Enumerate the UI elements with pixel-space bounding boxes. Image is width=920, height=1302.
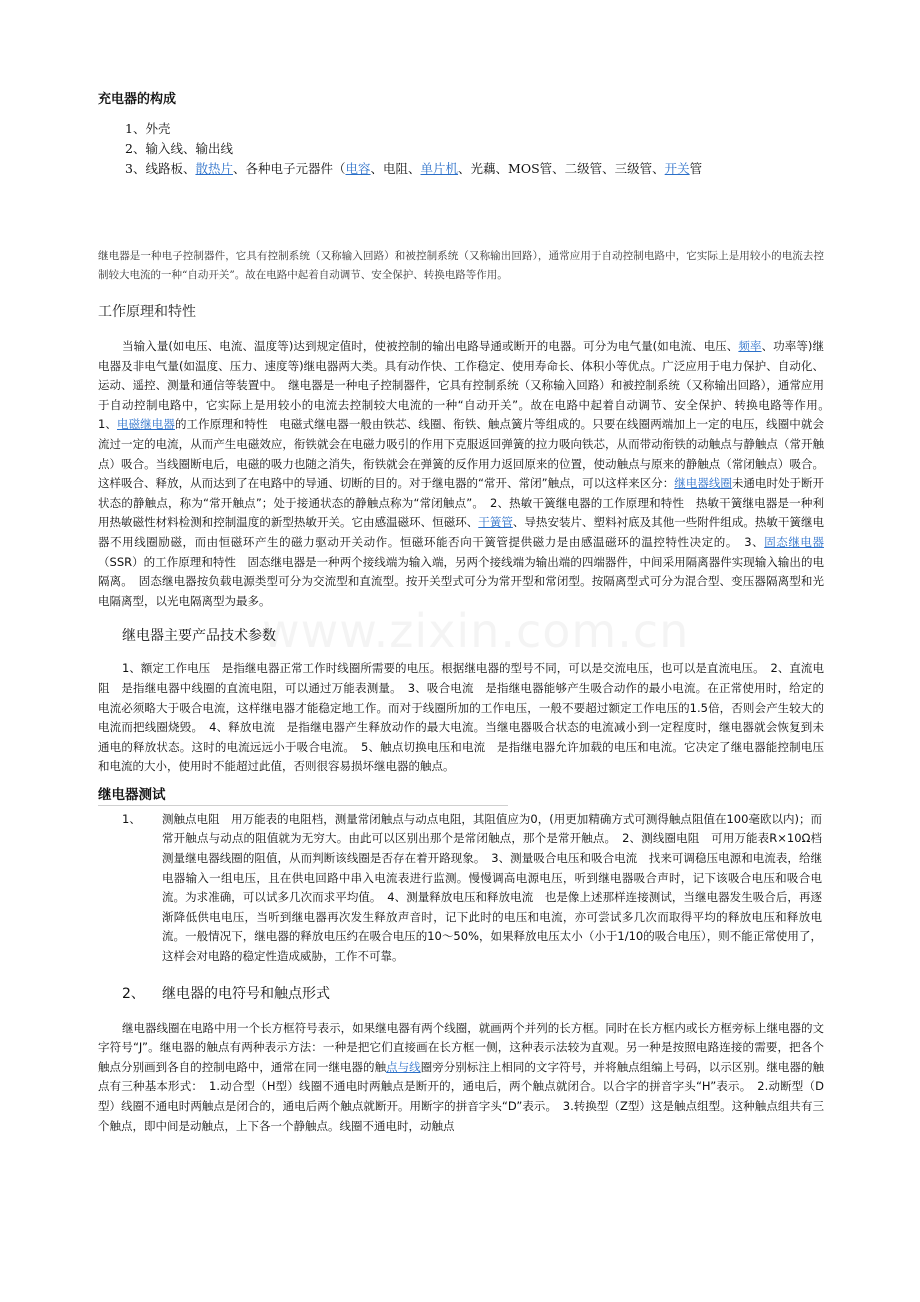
link-switch[interactable]: 开关 [664, 161, 690, 176]
list-item: 1、外壳 [125, 121, 171, 136]
link-point-and-line[interactable]: 点与线 [386, 1059, 421, 1074]
text-span: 管 [689, 161, 703, 176]
document-page [98, 88, 836, 1136]
text-span: 当输入量(如电压、电流、温度等)达到规定值时，使被控制的输出电路导通或断开的电器。可分为电气量(如电流、电压、 [122, 339, 739, 353]
text-span: 、电阻、 [370, 161, 421, 176]
text-span: 圈旁分别标注上相同的文字符号，并将触点组编上号码，以示区别。继电器的触点有三种基本形式： 1.动合型（H型）线圈不通电时两触点是断开的，通电后，两个触点就闭合。以合字的拼音字头“H”表示。 2.动断型（D型）线圈不通电时两触点是闭合的，通电后两个触点就断开。用断字的拼音字头“D”表示。 3.转换型（Z型）这是触点组型。这种触点组共有三个触点，即中间是动触点，上下各一个静触点。线圈不通电时，动触点 [98, 1059, 825, 1133]
section-heading-symbol [98, 983, 824, 1003]
section-heading-test: 继电器测试 [98, 786, 166, 803]
test-item-text: 测触点电阻 用万能表的电阻档，测量常闭触点与动点电阻，其阻值应为0，(用更加精确方式可测得触点阻值在100毫欧以内)；而常开触点与动点的阻值就为无穷大。由此可以区别出那个是常闭触点，那个是常开触点。 2、测线圈电阻 可用万能表R×10Ω档测量继电器线圈的阻值，从而判断该线圈是否存在着开路现象。 3、测量吸合电压和吸合电流 找来可调稳压电源和电流表，给继电器输入一组电压，且在供电回路中串入电流表进行监测。慢慢调高电源电压，听到继电器吸合声时，记下该吸合电压和吸合电流。为求准确，可以试多几次而求平均值。 4、测量释放电压和释放电流 也是像上述那样连接测试，当继电器发生吸合后，再逐渐降低供电电压，当听到继电器再次发生释放声音时，记下此时的电压和电流，亦可尝试多几次而取得平均的释放电压和释放电流。一般情况下，继电器的释放电压约在吸合电压的10～50%，如果释放电压太小（小于1/10的吸合电压），则不能正常使用了，这样会对电路的稳定性造成威胁，工作不可靠。 [162, 811, 822, 964]
section-title: 继电器的电符号和触点形式 [162, 985, 330, 1002]
text-span: 继电器线圈在电路中用一个长方框符号表示，如果继电器有两个线圈，就画两个并列的长方框。同时在长方框内或长方框旁标上继电器的文字符号“J”。继电器的触点有两种表示方法：一种是把它们直接画在长方框一侧，这种表示法较为直观。另一种是按照电路连接的需要，把各个触点分别画到各自的控制电路中，通常在同一继电器的触 [98, 1020, 824, 1074]
link-em-relay[interactable]: 电磁继电器 [117, 417, 175, 432]
link-ssr[interactable]: 固态继电器 [764, 534, 824, 549]
page-title: 充电器的构成 [98, 92, 177, 107]
link-relay-coil[interactable]: 继电器线圈 [674, 476, 732, 491]
text-span: 未通电时处于断开状态的静触点，称为“常开触点”；处于接通状态的静触点称为“常闭触点”。 2、热敏干簧继电器的工作原理和特性 热敏干簧继电器是一种利用热敏磁性材料检测和控制温度的新型热敏开关。它由感温磁环、恒磁环、 [98, 476, 825, 530]
text-span: 、各种电子元器件（ [232, 161, 346, 176]
link-capacitor[interactable]: 电容 [345, 161, 371, 176]
watermark: www.zixin.com.cn [262, 604, 690, 658]
link-heatsink[interactable]: 散热片 [195, 161, 233, 176]
link-reed-switch[interactable]: 干簧管 [478, 515, 513, 530]
text-span: 的工作原理和特性 电磁式继电器一般由铁芯、线圈、衔铁、触点簧片等组成的。只要在线圈两端加上一定的电压，线圈中就会流过一定的电流，从而产生电磁效应，衔铁就会在电磁力吸引的作用下克服返回弹簧的拉力吸向铁芯，从而带动衔铁的动触点与静触点（常开触点）吸合。当线圈断电后，电磁的吸力也随之消失，衔铁就会在弹簧的反作用力返回原来的位置，使动触点与原来的静触点（常闭触点）吸合。这样吸合、释放，从而达到了在电路中的导通、切断的目的。对于继电器的“常开、常闭”触点，可以这样来区分： [98, 417, 824, 491]
section-number: 2、 [122, 985, 145, 1002]
section-heading-principle: 工作原理和特性 [98, 304, 196, 320]
text-span: 、功率等)继电器及非电气量(如温度、压力、速度等)继电器两大类。具有动作快、工作稳定、使用寿命长、体积小等优点。广泛应用于电力保护、自动化、运动、遥控、测量和通信等装置中。 继电器是一种电子控制器件，它具有控制系统（又称输入回路）和被控制系统（又称输出回路），通常应用于自动控制电路中，它实际上是用较小的电流去控制较大电流的一种“自动开关”。故在电路中起着自动调节、安全保护、转换电路等作用。 1、 [98, 339, 836, 432]
params-paragraph: 1、额定工作电压 是指继电器正常工作时线圈所需要的电压。根据继电器的型号不同，可以是交流电压，也可以是直流电压。 2、直流电阻 是指继电器中线圈的直流电阻，可以通过万能表测量。 3、吸合电流 是指继电器能够产生吸合动作的最小电流。在正常使用时，给定的电流必须略大于吸合电流，这样继电器才能稳定地工作。而对于线圈所加的工作电压，一般不要超过额定工作电压的1.5倍，否则会产生较大的电流而把线圈烧毁。 4、释放电流 是指继电器产生释放动作的最大电流。当继电器吸合状态的电流减小到一定程度时，继电器就会恢复到未通电的释放状态。这时的电流远远小于吸合电流。 5、触点切换电压和电流 是指继电器允许加载的电压和电流。它决定了继电器能控制电压和电流的大小，使用时不能超过此值，否则很容易损坏继电器的触点。 [98, 661, 824, 774]
text-span: 、导热安装片、塑料衬底及其他一些附件组成。热敏干簧继电器不用线圈励磁，而由恒磁环产生的磁力驱动开关动作。恒磁环能否向干簧管提供磁力是由感温磁环的温控特性决定的。 3、 [98, 515, 825, 549]
text-span: （SSR）的工作原理和特性 固态继电器是一种两个接线端为输入端，另两个接线端为输出端的四端器件，中间采用隔离器件实现输入输出的电隔离。 固态继电器按负载电源类型可分为交流型和直流型。按开关型式可分为常开型和常闭型。按隔离型式可分为混合型、变压器隔离型和光电隔离型，以光电隔离型为最多。 [98, 554, 824, 608]
component-list [125, 119, 824, 179]
text-span: 、光藕、MOS管、二级管、三级管、 [458, 161, 665, 176]
link-frequency[interactable]: 频率 [738, 339, 762, 353]
divider [98, 805, 508, 806]
intro-paragraph: 继电器是一种电子控制器件，它具有控制系统（又称输入回路）和被控制系统（又称输出回路），通常应用于自动控制电路中，它实际上是用较小的电流去控制较大电流的一种“自动开关”。故在电路中起着自动调节、安全保护、转换电路等作用。 [98, 250, 824, 281]
list-item: 2、输入线、输出线 [125, 141, 233, 156]
list-item [125, 159, 824, 179]
section-heading-params: 继电器主要产品技术参数 [122, 628, 276, 645]
test-item [98, 810, 824, 967]
text-span: 3、线路板、 [125, 161, 196, 176]
symbol-paragraph [98, 1019, 824, 1137]
link-mcu[interactable]: 单片机 [420, 161, 459, 176]
principle-paragraph [98, 337, 836, 611]
test-item-number: 1、 [122, 811, 141, 826]
